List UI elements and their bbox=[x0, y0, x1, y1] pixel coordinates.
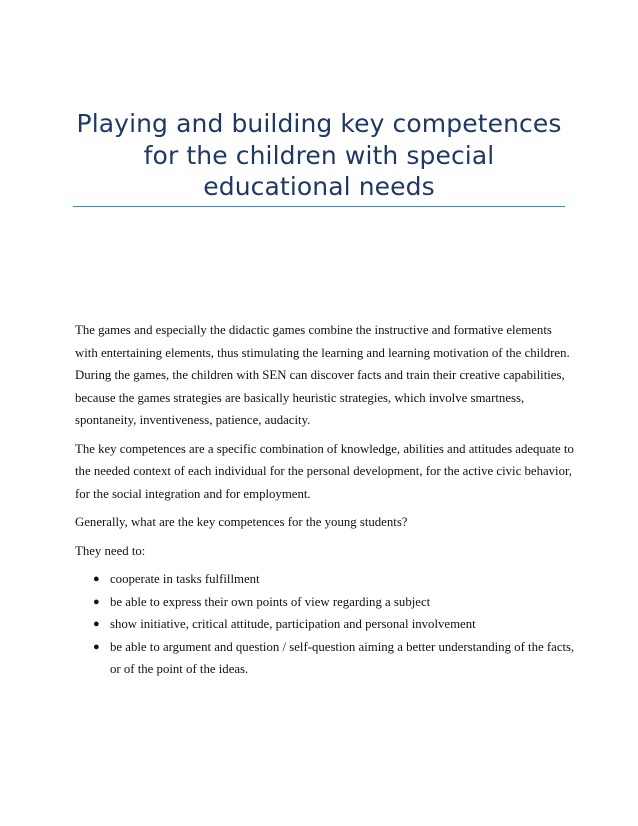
paragraph-question: Generally, what are the key competences for the young students? bbox=[75, 515, 408, 529]
bullet-icon: ● bbox=[93, 573, 100, 585]
list-item-text: be able to argument and question / self-question aiming a better understanding of the facts, or of the point of the ideas. bbox=[110, 639, 575, 676]
list-item-text: be able to express their own points of view regarding a subject bbox=[110, 594, 431, 609]
paragraph-they-need-to: They need to: bbox=[75, 543, 146, 558]
competences-list bbox=[75, 568, 575, 681]
list-item-text: show initiative, critical attitude, participation and personal involvement bbox=[110, 617, 476, 631]
list-item bbox=[75, 568, 575, 591]
title-underline bbox=[73, 206, 565, 207]
list-item bbox=[75, 636, 575, 681]
list-item-text: cooperate in tasks fulfillment bbox=[110, 572, 260, 586]
list-item bbox=[75, 613, 575, 636]
bullet-icon: ● bbox=[93, 595, 100, 608]
bullet-icon: ● bbox=[93, 640, 100, 653]
paragraph-key-competences: The key competences are a specific combination of knowledge, abilities and attitudes adequate to the needed context of each individual for the personal development, for the active civic behavior, for the social integration and for employment. bbox=[75, 441, 574, 501]
document-title: Playing and building key competences for the children with special educational needs bbox=[76, 109, 562, 201]
paragraph-games: The games and especially the didactic games combine the instructive and formative elements with entertaining elements, thus stimulating the learning and learning motivation of the children. During the games, the children with SEN can discover facts and train their creative capabilities, because the games strategies are basically heuristic strategies, which involve smartness, spontaneity, inventiveness, patience, audacity. bbox=[75, 323, 570, 427]
bullet-icon: ● bbox=[93, 618, 100, 630]
list-item bbox=[75, 591, 575, 614]
document-body bbox=[75, 319, 575, 681]
